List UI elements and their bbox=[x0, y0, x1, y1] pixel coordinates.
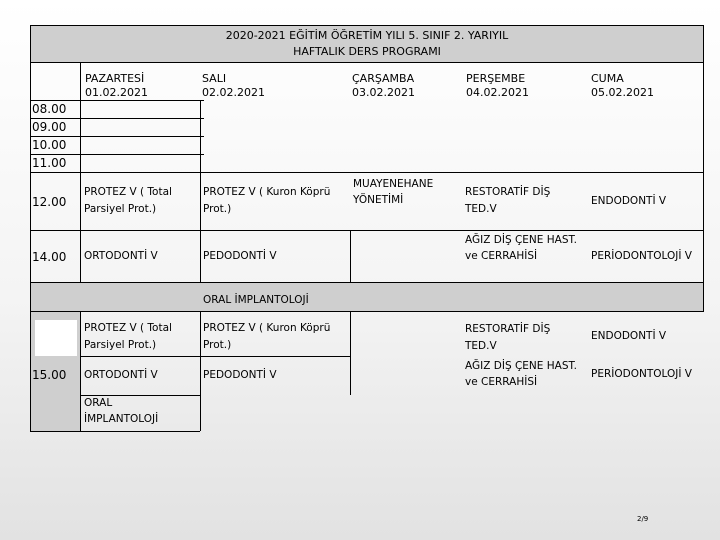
empty-cell bbox=[35, 320, 77, 356]
noon-wed-line1: MUAYENEHANE bbox=[353, 178, 434, 190]
oral-row-label: ORAL İMPLANTOLOJİ bbox=[203, 294, 309, 306]
three-mon-c-line2: İMPLANTOLOJİ bbox=[84, 413, 159, 425]
three-thu-a-line2: TED.V bbox=[465, 340, 497, 352]
oral-row-band bbox=[30, 282, 704, 311]
day-monday-date: 01.02.2021 bbox=[85, 86, 148, 99]
three-mon-c-line1: ORAL bbox=[84, 397, 113, 409]
three-mon-a-line2: Parsiyel Prot.) bbox=[84, 339, 157, 351]
three-tue-a-line1: PROTEZ V ( Kuron Köprü bbox=[203, 322, 331, 334]
three-fri-a: ENDODONTİ V bbox=[591, 330, 667, 342]
noon-mon-line1: PROTEZ V ( Total bbox=[84, 186, 172, 198]
schedule-title bbox=[30, 28, 704, 60]
noon-mon-line2: Parsiyel Prot.) bbox=[84, 203, 157, 215]
day-friday-date: 05.02.2021 bbox=[591, 86, 654, 99]
noon-fri: ENDODONTİ V bbox=[591, 195, 667, 207]
day-monday-name: PAZARTESİ bbox=[85, 72, 145, 85]
two-mon: ORTODONTİ V bbox=[84, 250, 158, 262]
day-tuesday-name: SALI bbox=[202, 72, 227, 85]
three-tue-b: PEDODONTİ V bbox=[203, 369, 277, 381]
noon-tue-line2: Prot.) bbox=[203, 203, 232, 215]
three-mon-a-line1: PROTEZ V ( Total bbox=[84, 322, 172, 334]
time-1100: 11.00 bbox=[32, 156, 67, 170]
two-thu-line2: ve CERRAHİSİ bbox=[465, 250, 538, 262]
three-thu-b-line2: ve CERRAHİSİ bbox=[465, 376, 538, 388]
three-thu-b-line1: AĞIZ DİŞ ÇENE HAST. bbox=[465, 360, 577, 372]
three-fri-b: PERİODONTOLOJİ V bbox=[591, 368, 692, 380]
noon-thu-line1: RESTORATİF DİŞ bbox=[465, 186, 551, 198]
page-number: 2/9 bbox=[637, 515, 649, 523]
time-1400: 14.00 bbox=[32, 250, 67, 264]
time-0900: 09.00 bbox=[32, 120, 67, 134]
title-line-2: HAFTALIK DERS PROGRAMI bbox=[293, 45, 441, 58]
day-thursday-date: 04.02.2021 bbox=[466, 86, 529, 99]
title-line-1: 2020-2021 EĞİTİM ÖĞRETİM YILI 5. SINIF 2. YARIYIL bbox=[225, 29, 509, 42]
day-thursday-name: PERŞEMBE bbox=[466, 72, 526, 85]
time-1200: 12.00 bbox=[32, 195, 67, 209]
three-tue-a-line2: Prot.) bbox=[203, 339, 232, 351]
noon-tue-line1: PROTEZ V ( Kuron Köprü bbox=[203, 186, 331, 198]
day-wednesday-name: ÇARŞAMBA bbox=[352, 72, 415, 85]
day-friday-name: CUMA bbox=[591, 72, 624, 85]
time-1000: 10.00 bbox=[32, 138, 67, 152]
two-thu-line1: AĞIZ DİŞ ÇENE HAST. bbox=[465, 234, 577, 246]
time-1500: 15.00 bbox=[32, 368, 67, 382]
three-mon-b: ORTODONTİ V bbox=[84, 369, 158, 381]
two-tue: PEDODONTİ V bbox=[203, 250, 277, 262]
time-0800: 08.00 bbox=[32, 102, 67, 116]
noon-wed-line2: YÖNETİMİ bbox=[353, 194, 404, 206]
day-tuesday-date: 02.02.2021 bbox=[202, 86, 265, 99]
two-fri: PERİODONTOLOJİ V bbox=[591, 250, 692, 262]
left-col-band-2 bbox=[30, 395, 80, 431]
day-wednesday-date: 03.02.2021 bbox=[352, 86, 415, 99]
noon-thu-line2: TED.V bbox=[465, 203, 497, 215]
three-thu-a-line1: RESTORATİF DİŞ bbox=[465, 323, 551, 335]
